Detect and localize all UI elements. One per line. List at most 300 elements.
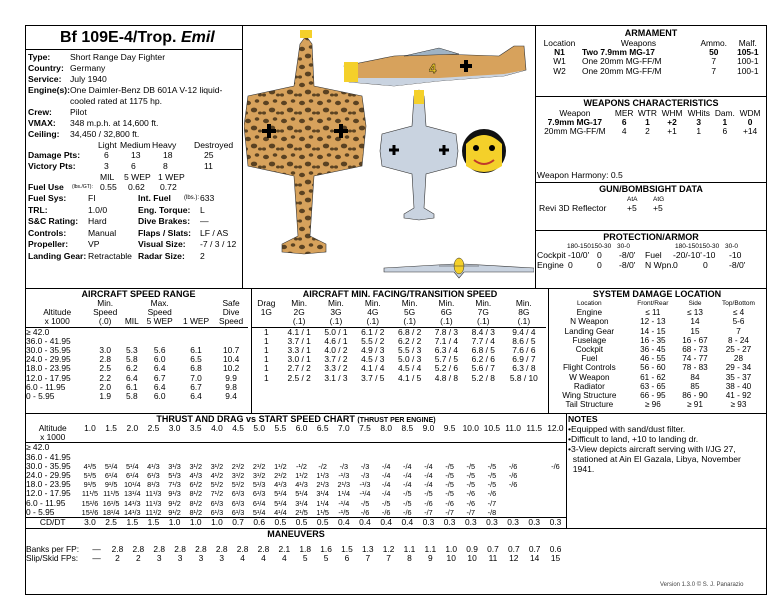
maneuvers-slip-value: — xyxy=(92,553,101,564)
thrust-cell: -/4 xyxy=(403,471,412,481)
system-damage-row xyxy=(549,391,763,400)
armament-weapon: One 20mm MG-FF/M xyxy=(581,56,662,67)
spec2-label2: Int. Fuel xyxy=(138,193,171,203)
thrust-cell: 4¹/3 xyxy=(274,480,287,490)
fuel-use-unit: (lbs./GT): xyxy=(72,184,93,190)
thrust-cddt: 1.0 xyxy=(189,517,202,528)
thrust-cell: -/6 xyxy=(487,489,497,499)
system-damage-cell: Cockpit xyxy=(575,345,603,355)
thrust-cell: 8¹/3 xyxy=(147,480,160,490)
speed-range-head: 1 WEP xyxy=(182,316,210,327)
spec2-label2: Flaps / Slats: xyxy=(138,227,192,238)
fuel-head: 5 WEP xyxy=(124,172,151,182)
spec2-value2: 633 xyxy=(200,193,215,203)
thrust-cell: 5¹/4 xyxy=(295,489,308,499)
protection-head: 180-150 xyxy=(675,243,699,250)
armament-malf: 100-1 xyxy=(737,56,759,67)
thrust-cell: 3¹/3 xyxy=(168,461,181,471)
system-damage-cell: 61 - 62 xyxy=(640,372,666,382)
aircraft-3view xyxy=(244,26,534,286)
speed-range-cell: 24.0 - 29.95 xyxy=(26,354,71,365)
thrust-speed: 1.0 xyxy=(84,423,96,433)
protection-panel xyxy=(537,232,765,288)
speed-range-cell: 9.8 xyxy=(225,381,237,392)
thrust-cell: -/5 xyxy=(403,498,412,508)
spec2-row xyxy=(28,193,238,205)
thrust-row xyxy=(26,489,566,498)
system-damage-cell: 14 - 15 xyxy=(640,326,666,336)
weapons-char-cell: 6 xyxy=(621,117,627,128)
spec-row xyxy=(28,85,238,96)
speed-range-cell: 6.4 xyxy=(190,391,202,402)
thrust-cell: -/6 xyxy=(508,471,518,481)
thrust-cell: -/5 xyxy=(466,461,476,471)
thrust-row xyxy=(26,480,566,489)
thrust-cell: -/6 xyxy=(403,507,412,517)
thrust-cell: 1¹/2 xyxy=(295,471,308,481)
thrust-cell: -/4 xyxy=(424,471,433,481)
facing-cell: 5.7 / 5 xyxy=(434,354,459,365)
thrust-cddt-label: CD/DT xyxy=(39,517,66,528)
facing-head: 6G xyxy=(440,307,453,318)
system-damage-cell: ≥ 91 xyxy=(687,400,703,410)
system-damage-cell: 36 - 45 xyxy=(640,345,666,355)
facing-cell: 3.3 / 1 xyxy=(287,345,311,356)
speed-range-head: Safe xyxy=(222,298,240,308)
notes-panel xyxy=(568,414,766,474)
thrust-cell: 4¹/3 xyxy=(147,461,160,471)
thrust-cell xyxy=(270,453,291,462)
thrust-cddt: 0.3 xyxy=(486,517,498,528)
facing-head: Min. xyxy=(475,298,492,308)
thrust-cell xyxy=(164,453,185,462)
thrust-cell: 6¹/3 xyxy=(231,498,245,508)
thrust-cell xyxy=(185,443,206,453)
armament-head: Malf. xyxy=(738,38,757,48)
system-damage-cell: 5-6 xyxy=(732,317,745,327)
thrust-cell: 4¹/4 xyxy=(274,507,287,517)
thrust-cell: -¹/2 xyxy=(296,461,307,471)
thrust-cell: 15¹/6 xyxy=(81,507,99,517)
system-damage-cell: ≤ 4 xyxy=(732,308,745,318)
thrust-cell: 3¹/2 xyxy=(252,471,266,481)
weapons-char-table xyxy=(537,109,763,137)
thrust-cell: 2¹/5 xyxy=(295,507,308,517)
facing-cell: 6.2 / 6 xyxy=(471,354,495,365)
spec2-label2: Radar Size: xyxy=(138,250,185,261)
thrust-cell: -/3 xyxy=(360,471,370,481)
system-damage-cell: 15 xyxy=(690,326,700,336)
damage-head: Medium xyxy=(120,140,151,150)
maneuvers-slip-value: 2 xyxy=(135,553,141,564)
thrust-cell: 5¹/4 xyxy=(104,461,118,471)
system-damage-head: Top/Bottom xyxy=(722,300,755,307)
system-damage-header xyxy=(549,299,763,308)
thrust-cell: 8¹/2 xyxy=(189,489,203,499)
note-item: •Difficult to land, +10 to landing dr. xyxy=(568,434,699,444)
thrust-cell xyxy=(503,499,524,508)
protection-label: Fuel xyxy=(645,250,662,260)
thrust-cell: 4¹/3 xyxy=(295,480,308,490)
thrust-cell: 2¹/2 xyxy=(231,461,245,471)
armament-title: ARMAMENT xyxy=(624,28,678,38)
armament-malf: 100-1 xyxy=(737,65,759,76)
speed-range-cell: 10.2 xyxy=(222,363,240,374)
thrust-cell: 7¹/2 xyxy=(210,489,224,499)
thrust-cddt: 0.3 xyxy=(422,517,435,528)
thrust-cddt-row xyxy=(26,518,566,528)
protection-label: Cockpit xyxy=(537,250,566,260)
thrust-cell xyxy=(101,443,122,453)
thrust-cell xyxy=(545,443,566,453)
thrust-speed: 6.5 xyxy=(316,423,329,433)
system-damage-row xyxy=(549,345,763,354)
thrust-cddt: 0.4 xyxy=(401,517,414,528)
damage-head: Heavy xyxy=(152,140,177,150)
maneuvers-slip-value: 10 xyxy=(446,553,456,564)
speed-range-cell xyxy=(214,327,248,337)
thrust-title: THRUST AND DRAG vs START SPEED CHART xyxy=(156,414,355,424)
spec-label: Crew: xyxy=(28,107,52,117)
thrust-cell: -/5 xyxy=(445,489,454,499)
speed-range-row xyxy=(26,392,248,401)
facing-head: Min. xyxy=(364,298,381,308)
maneuvers-banks-label: Banks per FP: xyxy=(26,544,80,554)
thrust-speed: 3.0 xyxy=(168,423,181,433)
squadron-emblem xyxy=(462,129,506,173)
thrust-cell xyxy=(333,443,354,453)
thrust-cell: 5¹/2 xyxy=(231,480,245,490)
spec-label: Engine(s): xyxy=(28,85,71,95)
weapons-char-panel xyxy=(537,98,765,180)
maneuvers-slip-value: 7 xyxy=(365,553,371,564)
maneuvers-slip-value: 9 xyxy=(428,553,433,564)
thrust-cell: 5¹/5 xyxy=(83,471,97,481)
thrust-cell xyxy=(460,443,481,453)
protection-value: -10 xyxy=(703,250,716,260)
maneuvers-banks-value: 2.8 xyxy=(195,544,207,554)
thrust-cell: 5¹/3 xyxy=(168,471,181,481)
thrust-speed: 10.0 xyxy=(462,423,479,433)
weapons-char-row xyxy=(537,127,763,136)
thrust-speed: 4.0 xyxy=(211,423,223,433)
speed-range-head: Speed xyxy=(147,307,172,318)
thrust-cell xyxy=(460,453,481,462)
thrust-cell xyxy=(376,443,397,453)
thrust-alt: 6.0 - 11.95 xyxy=(26,497,66,508)
spec-label: Service: xyxy=(28,74,62,84)
maneuvers-slip-row xyxy=(26,554,566,563)
facing-cell: 1 xyxy=(264,335,269,346)
speed-range-cell xyxy=(142,327,178,337)
thrust-cell: 2¹/2 xyxy=(274,471,287,481)
thrust-alt: 30.0 - 35.95 xyxy=(26,460,71,471)
maneuvers-slip-value: 11 xyxy=(488,553,498,564)
thrust-cddt: 1.0 xyxy=(168,517,181,528)
speed-range-head xyxy=(178,299,214,308)
maneuvers-banks-value: 1.1 xyxy=(424,544,437,554)
thrust-cell xyxy=(312,453,333,462)
spec2-label2: Visual Size: xyxy=(138,239,186,249)
facing-cell: 7.6 / 6 xyxy=(512,345,536,356)
thrust-cell: -/6 xyxy=(445,498,454,508)
system-damage-cell: Fuel xyxy=(581,354,598,364)
system-damage-cell: 41 - 92 xyxy=(725,391,752,401)
maneuvers-slip-value: 5 xyxy=(323,553,329,564)
armament-loc: N1 xyxy=(554,47,565,58)
speed-range-table xyxy=(26,299,248,401)
system-damage-cell: 16 - 35 xyxy=(640,335,666,345)
facing-head: (.1) xyxy=(517,316,531,327)
thrust-cell xyxy=(439,443,460,453)
spec2-label2: Dive Brakes: xyxy=(138,216,191,226)
speed-range-head: 5 WEP xyxy=(146,316,173,327)
facing-cell: 6.2 / 2 xyxy=(397,335,422,346)
thrust-table xyxy=(26,424,566,527)
thrust-cell: 4¹/5 xyxy=(83,461,97,471)
system-damage-cell: ≥ 96 xyxy=(644,400,661,410)
damage-header xyxy=(28,140,238,150)
protection-label: N Wpn. xyxy=(645,260,674,270)
spec-row xyxy=(28,96,238,107)
armament-head: Location xyxy=(543,38,576,48)
speed-range-head: Speed xyxy=(93,307,118,318)
thrust-cell: 9¹/2 xyxy=(168,498,181,508)
thrust-col-head: x 1000 xyxy=(40,432,66,443)
thrust-cell: -/5 xyxy=(466,471,476,481)
gunsight-h2: AtG xyxy=(653,196,665,203)
facing-head: (.1) xyxy=(440,316,453,327)
system-damage-row xyxy=(549,363,763,372)
thrust-cell xyxy=(503,489,524,498)
thrust-cell: 9¹/3 xyxy=(168,489,181,499)
thrust-cell: -/5 xyxy=(445,461,454,471)
thrust-cell: 6¹/3 xyxy=(252,489,266,499)
facing-cell: 5.5 / 2 xyxy=(361,335,385,346)
maneuvers-slip-value: 12 xyxy=(509,553,519,564)
thrust-cell: -/2 xyxy=(318,461,327,471)
thrust-cell xyxy=(206,453,227,462)
system-damage-cell: ≤ 13 xyxy=(687,308,703,318)
system-damage-cell: 74 - 77 xyxy=(682,354,708,364)
speed-range-cell: 5.3 xyxy=(125,345,138,356)
thrust-cell xyxy=(481,453,502,462)
thrust-alt: 0 - 5.95 xyxy=(26,506,55,517)
facing-cell: 3.7 / 5 xyxy=(361,372,385,383)
thrust-cell xyxy=(249,443,270,453)
protection-head: 30-0 xyxy=(617,243,631,250)
thrust-speed: 5.5 xyxy=(274,423,287,433)
thrust-alt: ≥ 42.0 xyxy=(26,442,50,453)
weapons-char-cell: 1 xyxy=(645,117,650,128)
thrust-cddt: 0.5 xyxy=(316,517,329,528)
speed-range-cell: 3.0 xyxy=(99,345,112,356)
protection-header xyxy=(537,242,765,250)
facing-cell: 4.9 / 3 xyxy=(361,345,385,356)
protection-title: PROTECTION/ARMOR xyxy=(603,232,699,242)
maneuvers-banks-value: 2.8 xyxy=(153,544,165,554)
maneuvers-banks-value: 1.6 xyxy=(320,544,332,554)
protection-label: Engine xyxy=(537,260,564,270)
speed-range-cell: 9.9 xyxy=(225,372,237,383)
thrust-cell: 11¹/2 xyxy=(145,507,162,517)
system-damage-cell: 14 xyxy=(690,317,700,327)
spec-value: Germany xyxy=(70,63,106,73)
facing-cell: 5.0 / 3 xyxy=(397,354,422,365)
system-damage-cell: Landing Gear xyxy=(564,326,615,336)
gunsight-v2: +5 xyxy=(653,203,663,213)
weapons-char-head: WHits xyxy=(687,108,710,118)
facing-cell: 9.4 / 4 xyxy=(512,326,536,337)
weapons-char-title: WEAPONS CHARACTERISTICS xyxy=(583,98,719,108)
thrust-cell xyxy=(164,443,185,453)
weapons-char-cell: 0 xyxy=(747,117,753,128)
system-damage-cell: 29 - 34 xyxy=(725,363,752,373)
note-item: •Equipped with sand/dust filter. xyxy=(568,424,686,434)
facing-cell: 3.3 / 2 xyxy=(324,363,348,374)
thrust-cell: 9¹/5 xyxy=(104,480,118,490)
system-damage-title: SYSTEM DAMAGE LOCATION xyxy=(592,289,722,299)
thrust-cell: 2¹/2 xyxy=(252,461,266,471)
system-damage-cell: Fuselage xyxy=(572,335,607,345)
thrust-cddt: 0.4 xyxy=(359,517,371,528)
speed-range-cell: 6.0 xyxy=(153,391,166,402)
facing-cell: 6.9 / 7 xyxy=(512,354,536,365)
weapon-harmony: Weapon Harmony: 0.5 xyxy=(537,170,623,180)
damage-label: Victory Pts: xyxy=(28,161,76,171)
protection-row xyxy=(537,260,765,270)
thrust-cell xyxy=(376,453,397,462)
thrust-cell: -/6 xyxy=(381,507,391,517)
speed-range-head: (.0) xyxy=(98,316,112,327)
system-damage-cell: Tail Structure xyxy=(565,400,614,410)
maneuvers-slip-value: 10 xyxy=(467,553,477,564)
thrust-cell: 10¹/4 xyxy=(123,480,141,490)
speed-range-head: Speed xyxy=(218,316,244,327)
fuel-use-header xyxy=(28,172,238,182)
maneuvers-slip-value: 3 xyxy=(156,553,162,564)
spec2-label: Fuel Sys: xyxy=(28,193,67,203)
thrust-cell: 9¹/5 xyxy=(83,480,97,490)
maneuvers-banks-value: 2.8 xyxy=(236,544,249,554)
spec2-value2: — xyxy=(200,216,209,226)
speed-range-cell: 6.1 xyxy=(190,345,202,356)
facing-head: 1G xyxy=(260,307,272,318)
speed-range-head: Max. xyxy=(150,298,169,308)
spec2-row xyxy=(28,251,238,263)
armament-loc: W1 xyxy=(553,56,566,67)
spec-row xyxy=(28,107,238,118)
maneuvers-slip-value: 6 xyxy=(344,553,350,564)
thrust-alt: 36.0 - 41.95 xyxy=(26,451,71,462)
fuel-use-value: 0.55 xyxy=(100,182,117,192)
system-damage-cell: Flight Controls xyxy=(562,363,616,373)
system-damage-row xyxy=(549,400,763,409)
speed-range-cell: 30.0 - 35.95 xyxy=(26,345,71,356)
thrust-cell: 5¹/4 xyxy=(274,489,287,499)
weapons-char-cell: 1 xyxy=(722,117,728,128)
system-damage-cell: 85 xyxy=(690,381,700,391)
system-damage-cell: 84 xyxy=(690,372,700,382)
thrust-cell: -/6 xyxy=(360,507,370,517)
armament-ammo: 50 xyxy=(709,47,719,58)
facing-head: (.1) xyxy=(476,316,490,327)
thrust-cell xyxy=(270,443,291,453)
facing-cell: 4.8 / 8 xyxy=(434,372,459,383)
maneuvers-banks-value: 1.2 xyxy=(382,544,395,554)
maneuvers-banks-value: 0.7 xyxy=(528,544,541,554)
thrust-cell: 6¹/3 xyxy=(231,507,245,517)
thrust-cddt: 1.0 xyxy=(211,517,223,528)
spec2-label: Landing Gear: xyxy=(28,250,87,261)
weapons-char-cell: +1 xyxy=(667,126,677,137)
speed-range-head: MIL xyxy=(124,316,139,327)
speed-range-head: Dive xyxy=(222,307,240,318)
maneuvers-banks-value: 2.8 xyxy=(215,544,228,554)
spec2-value: Manual xyxy=(88,227,117,238)
thrust-cell: -/4 xyxy=(381,461,391,471)
system-damage-cell: 38 - 40 xyxy=(725,381,752,391)
thrust-cell: -/4 xyxy=(403,480,412,490)
maneuvers-slip-value: 3 xyxy=(219,553,225,564)
speed-range-cell: 6.0 - 11.95 xyxy=(26,381,66,392)
speed-range-cell: 6.4 xyxy=(153,363,166,374)
weapons-char-cell: +14 xyxy=(742,126,758,137)
speed-range-cell: 6.8 xyxy=(190,363,202,374)
thrust-cddt: 0.3 xyxy=(443,517,456,528)
system-damage-cell: 25 - 27 xyxy=(725,345,752,355)
thrust-cell: 5¹/3 xyxy=(252,480,266,490)
protection-value: 0 xyxy=(673,260,678,270)
system-damage-row xyxy=(549,327,763,336)
thrust-cell: -/5 xyxy=(360,498,370,508)
thrust-speed: 11.0 xyxy=(505,423,521,433)
thrust-cddt: 0.3 xyxy=(549,517,562,528)
system-damage-table xyxy=(549,299,763,409)
facing-cell: 5.2 / 8 xyxy=(471,372,495,383)
maneuvers-slip-value: 14 xyxy=(529,553,540,564)
fuel-use-label: Fuel Use xyxy=(28,182,64,192)
armament-panel xyxy=(537,26,765,76)
thrust-cell: 8¹/2 xyxy=(189,498,203,508)
weapons-char-cell: 3 xyxy=(696,117,702,128)
thrust-cell: -/4 xyxy=(424,480,433,490)
system-damage-row xyxy=(549,373,763,382)
weapons-char-cell: 1 xyxy=(696,126,702,137)
thrust-cell: 1¹/4 xyxy=(316,498,329,508)
thrust-cell: 5¹/4 xyxy=(274,498,287,508)
thrust-cell xyxy=(524,443,545,453)
spec2-row xyxy=(28,216,238,228)
thrust-cell xyxy=(249,453,270,462)
thrust-cell: -/6 xyxy=(424,498,433,508)
thrust-cell: -/4 xyxy=(381,480,391,490)
spec2-row xyxy=(28,239,238,251)
maneuvers-banks-value: 2.8 xyxy=(111,544,124,554)
facing-cell: 1 xyxy=(264,326,269,337)
facing-cell: 5.0 / 1 xyxy=(324,326,348,337)
speed-range-cell: 0 - 5.95 xyxy=(26,391,55,402)
thrust-speed: 4.5 xyxy=(232,423,244,433)
maneuvers-banks-value: 2.8 xyxy=(132,544,145,554)
facing-cell: 3.7 / 1 xyxy=(287,335,311,346)
spec-value: July 1940 xyxy=(70,74,107,84)
thrust-cell xyxy=(524,480,545,489)
maneuvers-table xyxy=(26,545,566,563)
protection-value: 0 xyxy=(568,260,573,270)
gunsight-h1: AtA xyxy=(627,196,638,203)
speed-range-cell xyxy=(122,327,141,337)
